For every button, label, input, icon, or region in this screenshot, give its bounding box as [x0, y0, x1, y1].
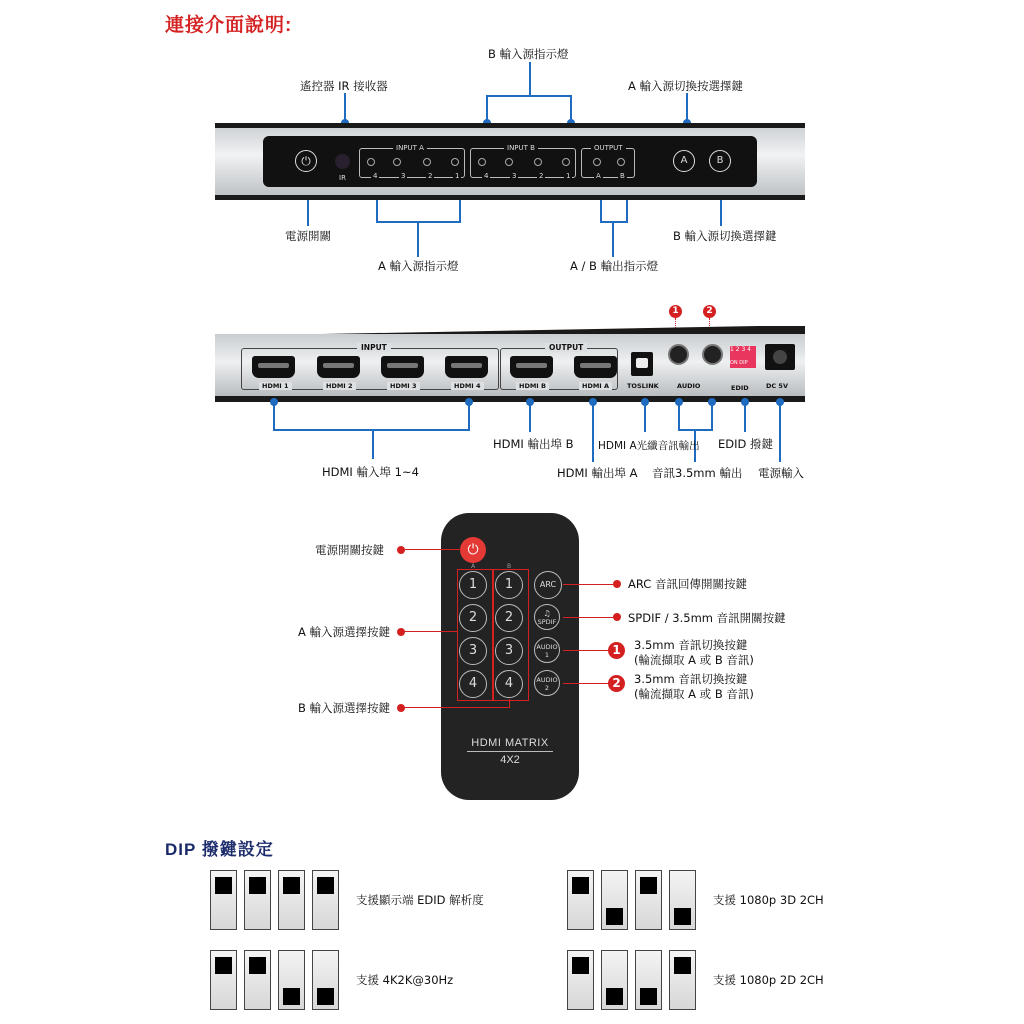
num-a4: 4	[373, 172, 378, 180]
dip-knob-down	[640, 988, 657, 1005]
hdmi-out-b-port	[510, 356, 553, 378]
remote-a3-button[interactable]: 3	[459, 637, 487, 665]
hdmi1-text: HDMI 1	[259, 382, 292, 390]
select-b-button[interactable]: B	[709, 150, 731, 172]
num-b1: 1	[566, 172, 571, 180]
input-b-text: INPUT B	[504, 144, 538, 152]
hdmi4-text: HDMI 4	[451, 382, 484, 390]
dip-switch-1	[210, 870, 237, 930]
remote-arc-button[interactable]: ARC	[534, 571, 562, 599]
hdmi-in-3-port	[381, 356, 424, 378]
led-out-b	[617, 158, 625, 166]
dc-text: DC 5V	[766, 382, 788, 390]
toslink-text: TOSLINK	[627, 382, 659, 390]
dip-knob-up	[572, 957, 589, 974]
dip-on-text: ON DIP	[730, 360, 748, 366]
num-a3: 3	[401, 172, 406, 180]
remote-b3-button[interactable]: 3	[495, 637, 523, 665]
num-b2: 2	[539, 172, 544, 180]
dip-switch-4	[669, 950, 696, 1010]
input-a-text: INPUT A	[393, 144, 427, 152]
led-b3	[505, 158, 513, 166]
num-b4: 4	[484, 172, 489, 180]
dip-title: DIP 撥鍵設定	[165, 840, 274, 859]
dip-switch-2	[601, 950, 628, 1010]
hdmi-in-2-port	[317, 356, 360, 378]
num-a2: 2	[428, 172, 433, 180]
badge-audio-2: 2	[703, 305, 716, 318]
dip-knob-up	[215, 957, 232, 974]
headphone-icon: ♫	[543, 609, 551, 618]
dc-power-jack	[765, 344, 795, 370]
input-group-text: INPUT	[357, 343, 391, 352]
label-b-select-key: B 輸入源切換選擇鍵	[673, 229, 777, 243]
label-remote-audio2-l1: 3.5mm 音訊切換按鍵	[634, 672, 748, 686]
led-out-a	[593, 158, 601, 166]
badge-remote-2: 2	[608, 675, 625, 692]
select-a-button[interactable]: A	[673, 150, 695, 172]
dip-setting-label: 支援 1080p 3D 2CH	[713, 893, 824, 907]
dip-switch-1	[567, 870, 594, 930]
dip-setting-label: 支援 4K2K@30Hz	[356, 973, 454, 987]
hdmi-in-1-port	[252, 356, 295, 378]
label-remote-audio1-l1: 3.5mm 音訊切換按鍵	[634, 638, 748, 652]
dip-knob-up	[249, 957, 266, 974]
dip-knob-down	[606, 988, 623, 1005]
dip-switch-2	[244, 950, 271, 1010]
remote-brand-line2: 4X2	[500, 754, 520, 766]
label-remote-audio1-l2: (輪流擷取 A 或 B 音訊)	[634, 653, 754, 667]
edid-dip-switch[interactable]	[730, 346, 756, 368]
remote-audio2-button[interactable]: AUDIO 2	[534, 670, 560, 696]
dip-switch-1	[210, 950, 237, 1010]
audio-jack-2	[702, 344, 723, 365]
remote-a2-button[interactable]: 2	[459, 604, 487, 632]
col-a-text: A	[471, 563, 476, 570]
label-audio-out: 音訊3.5mm 輸出	[652, 466, 743, 480]
dip-setting-label: 支援 1080p 2D 2CH	[713, 973, 824, 987]
label-toslink-out: HDMI A光纖音訊輸出	[598, 440, 700, 452]
output-text: OUTPUT	[591, 144, 626, 152]
hdmi3-text: HDMI 3	[387, 382, 420, 390]
dip-knob-up	[317, 877, 334, 894]
remote-a1-button[interactable]: 1	[459, 571, 487, 599]
remote-control	[441, 513, 579, 800]
output-group-text: OUTPUT	[545, 343, 587, 352]
dip-knob-down	[606, 908, 623, 925]
dip-switch-3	[278, 950, 305, 1010]
label-edid-switch: EDID 撥鍵	[718, 437, 774, 451]
ir-sensor	[335, 154, 350, 169]
remote-spdif-button[interactable]	[534, 604, 560, 630]
label-remote-arc: ARC 音訊回傳開關按鍵	[628, 577, 747, 591]
hdmia-text: HDMI A	[579, 382, 612, 390]
label-a-select-key: A 輸入源切換按選擇鍵	[628, 79, 744, 93]
remote-b2-button[interactable]: 2	[495, 604, 523, 632]
spdif-text: SPDIF	[537, 618, 557, 626]
remote-b4-button[interactable]: 4	[495, 670, 523, 698]
label-hdmi-in: HDMI 輸入埠 1~4	[322, 465, 419, 479]
dip-switch-4	[312, 870, 339, 930]
led-b4	[478, 158, 486, 166]
dip-switch-4	[669, 870, 696, 930]
out-b-text: B	[620, 172, 625, 180]
badge-remote-1: 1	[608, 642, 625, 659]
edid-text: EDID	[731, 384, 749, 392]
remote-a4-button[interactable]: 4	[459, 670, 487, 698]
label-b-input-led: B 輸入源指示燈	[488, 47, 569, 61]
led-a3	[393, 158, 401, 166]
label-ir-receiver: 遙控器 IR 接收器	[300, 79, 388, 93]
dip-knob-up	[674, 957, 691, 974]
back-device	[215, 334, 805, 402]
dip-switch-3	[635, 950, 662, 1010]
led-b1	[562, 158, 570, 166]
dip-knob-down	[283, 988, 300, 1005]
dip-knob-up	[283, 877, 300, 894]
dip-knob-down	[674, 908, 691, 925]
dip-numbers: 1 2 3 4	[730, 346, 751, 353]
dip-knob-up	[249, 877, 266, 894]
remote-power-icon[interactable]: ⏻	[460, 537, 486, 563]
dip-knob-down	[317, 988, 334, 1005]
dip-switch-1	[567, 950, 594, 1010]
led-a4	[367, 158, 375, 166]
label-remote-audio2-l2: (輪流擷取 A 或 B 音訊)	[634, 687, 754, 701]
label-ab-output-led: A / B 輸出指示燈	[570, 259, 659, 273]
dip-knob-up	[572, 877, 589, 894]
dip-switch-4	[312, 950, 339, 1010]
dip-switch-3	[635, 870, 662, 930]
label-remote-spdif: SPDIF / 3.5mm 音訊開關按鍵	[628, 611, 786, 625]
hdmi2-text: HDMI 2	[323, 382, 356, 390]
dip-switch-2	[244, 870, 271, 930]
num-a1: 1	[455, 172, 460, 180]
out-a-text: A	[596, 172, 601, 180]
num-b3: 3	[512, 172, 517, 180]
dip-knob-up	[640, 877, 657, 894]
label-power-switch: 電源開關	[285, 229, 331, 243]
dip-setting-label: 支援顯示端 EDID 解析度	[356, 893, 484, 907]
toslink-port	[631, 352, 653, 376]
badge-audio-1: 1	[669, 305, 682, 318]
label-a-input-led: A 輸入源指示燈	[378, 259, 459, 273]
remote-b1-button[interactable]: 1	[495, 571, 523, 599]
led-a2	[423, 158, 431, 166]
audio-text: AUDIO	[677, 382, 701, 390]
ir-text: IR	[339, 174, 346, 182]
led-a1	[451, 158, 459, 166]
hdmi-in-4-port	[445, 356, 488, 378]
remote-brand-line1: HDMI MATRIX	[471, 737, 549, 749]
dip-switch-2	[601, 870, 628, 930]
label-remote-power: 電源開關按鍵	[315, 543, 384, 557]
label-remote-a-select: A 輸入源選擇按鍵	[298, 625, 391, 639]
hdmi-out-a-port	[574, 356, 617, 378]
label-hdmi-out-b: HDMI 輸出埠 B	[493, 437, 574, 451]
dip-knob-up	[215, 877, 232, 894]
remote-audio1-button[interactable]: AUDIO 1	[534, 637, 560, 663]
power-icon[interactable]: ⏻	[295, 150, 317, 172]
label-hdmi-out-a: HDMI 輸出埠 A	[557, 466, 638, 480]
page-title: 連接介面說明:	[165, 15, 293, 36]
front-device	[215, 123, 805, 200]
front-control-panel	[263, 136, 757, 187]
hdmib-text: HDMI B	[516, 382, 549, 390]
col-b-text: B	[507, 563, 512, 570]
label-power-in: 電源輸入	[758, 466, 804, 480]
dip-switch-3	[278, 870, 305, 930]
label-remote-b-select: B 輸入源選擇按鍵	[298, 701, 391, 715]
led-b2	[534, 158, 542, 166]
audio-jack-1	[668, 344, 689, 365]
